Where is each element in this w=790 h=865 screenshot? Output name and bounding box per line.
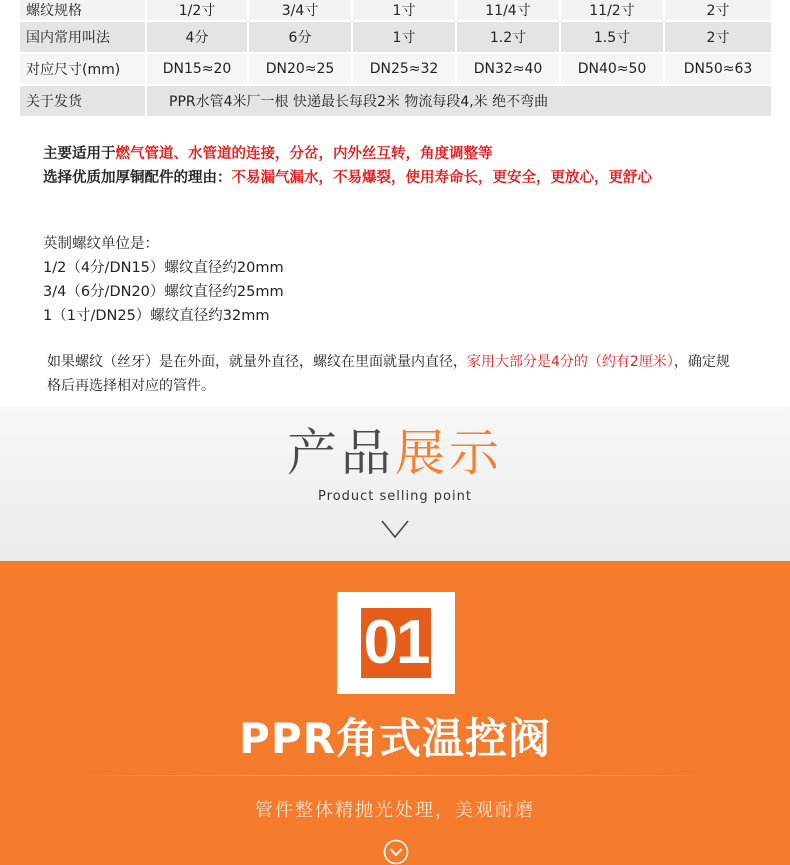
table-cell: 4分 <box>146 21 248 53</box>
table-cell: DN50≈63 <box>664 53 772 85</box>
showcase-title-part1: 产品 <box>287 424 395 482</box>
showcase-title-part2: 展示 <box>395 424 503 482</box>
reason-highlight: 不易漏气漏水，不易爆裂，使用寿命长，更安全，更放心，更舒心 <box>231 170 652 186</box>
table-cell: 6分 <box>248 21 352 53</box>
table-cell: 1/2寸 <box>146 0 248 21</box>
table-cell: 1寸 <box>352 0 456 21</box>
usage-prefix: 主要适用于 <box>43 146 116 162</box>
table-cell: 1.5寸 <box>560 21 664 53</box>
divider <box>75 775 715 776</box>
table-cell: DN25≈32 <box>352 53 456 85</box>
table-cell: 11/4寸 <box>456 0 560 21</box>
measure-highlight: 家用大部分是4分的（约有2厘米） <box>467 354 674 370</box>
shipping-note: PPR水管4米厂一根 快递最长每段2米 物流每段4,米 绝不弯曲 <box>146 85 772 117</box>
row-label: 对应尺寸(mm) <box>20 53 146 85</box>
table-cell: 2寸 <box>664 0 772 21</box>
product-number: 01 <box>361 608 431 678</box>
table-row-size <box>20 53 772 85</box>
usage-highlight: 燃气管道、水管道的连接，分岔，内外丝互转，角度调整等 <box>115 146 493 162</box>
measure-suffix: ，确定规格后再选择相对应的管件。 <box>47 354 730 394</box>
row-label: 关于发货 <box>20 85 146 117</box>
thread-unit-note <box>43 232 643 328</box>
thread-unit-line: 3/4（6分/DN20）螺纹直径约25mm <box>43 284 284 300</box>
table-cell: 1.2寸 <box>456 21 560 53</box>
table-cell: DN15≈20 <box>146 53 248 85</box>
table-cell: 2寸 <box>664 21 772 53</box>
table-row-common-name <box>20 21 772 53</box>
spec-table <box>20 0 773 118</box>
product-number-badge <box>337 592 455 694</box>
chevron-down-icon <box>380 518 410 540</box>
thread-unit-line: 1/2（4分/DN15）螺纹直径约20mm <box>43 260 284 276</box>
row-label: 国内常用叫法 <box>20 21 146 53</box>
usage-note <box>43 142 723 190</box>
table-cell: 11/2寸 <box>560 0 664 21</box>
product-description: 管件整体精抛光处理，美观耐磨 <box>255 800 535 821</box>
measure-prefix: 如果螺纹（丝牙）是在外面，就量外直径，螺纹在里面就量内直径， <box>47 354 467 370</box>
table-cell: DN40≈50 <box>560 53 664 85</box>
table-row-shipping <box>20 85 772 117</box>
table-cell: DN20≈25 <box>248 53 352 85</box>
table-cell: 1寸 <box>352 21 456 53</box>
showcase-title <box>0 422 790 484</box>
thread-unit-title: 英制螺纹单位是： <box>43 236 159 252</box>
thread-unit-line: 1（1寸/DN25）螺纹直径约32mm <box>43 308 270 324</box>
reason-prefix: 选择优质加厚铜配件的理由： <box>43 170 232 186</box>
measure-note <box>47 350 737 398</box>
table-cell: 3/4寸 <box>248 0 352 21</box>
table-cell: DN32≈40 <box>456 53 560 85</box>
product-name: PPR角式温控阀 <box>239 714 551 763</box>
row-label: 螺纹规格 <box>20 0 146 21</box>
table-row-thread-spec <box>20 0 772 21</box>
circle-chevron-down-icon[interactable] <box>383 839 409 865</box>
showcase-subtitle: Product selling point <box>318 489 472 504</box>
